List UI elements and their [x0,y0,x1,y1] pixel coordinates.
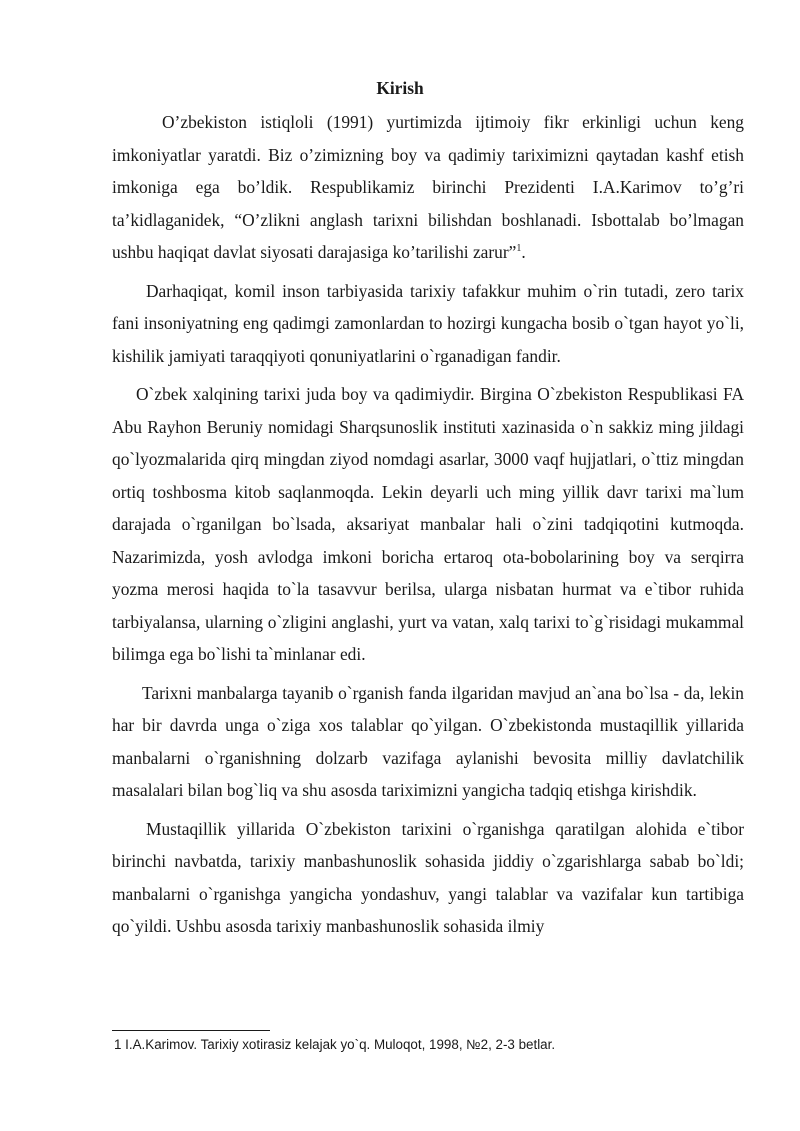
paragraph-1-text: O’zbekiston istiqloli (1991) yurtimizda ijtimoiy fikr erkinligi uchun keng imkoniyatlar yaratdi. Biz o’zimizning boy va qadimiy tariximizni qaytadan kashf etish imkoniga ega bo’ldik. Respublikamiz birinchi Prezidenti I.A.Karimov to’g’ri ta’kidlaganidek, “O’zlikni anglash tarixni bilishdan boshlanadi. Isbottalab bo’lmagan ushbu haqiqat davlat siyosati darajasiga ko’tarilishi zarur” [112,112,744,262]
footnote-divider [112,1030,270,1031]
document-body [112,106,744,943]
paragraph-2: Darhaqiqat, komil inson tarbiyasida tarixiy tafakkur muhim o`rin tutadi, zero tarix fani insoniyatning eng qadimgi zamonlardan to hozirgi kungacha bosib o`tgan hayot yo`li, kishilik jamiyati taraqqiyoti qonuniyatlarini o`rganadigan fandir. [112,280,744,366]
paragraph-4: Tarixni manbalarga tayanib o`rganish fanda ilgaridan mavjud an`ana bo`lsa - da, lekin har bir davrda unga o`ziga xos talablar qo`yilgan. O`zbekistonda mustaqillik yillarida manbalarni o`rganishning dolzarb vazifaga aylanishi bevosita milliy davlatchilik masalalari bilan bog`liq va shu asosda tariximizni yangicha tadqiq etishga kirishdik. [112,682,744,800]
footnote-reference[interactable]: 1 [516,243,522,255]
paragraph-1 [112,106,744,269]
footnote: 1 I.A.Karimov. Tarixiy xotirasiz kelajak yo`q. Muloqot, 1998, №2, 2-3 betlar. [114,1037,556,1052]
paragraph-3: O`zbek xalqining tarixi juda boy va qadimiydir. Birgina O`zbekiston Respublikasi FA Abu Rayhon Beruniy nomidagi Sharqsunoslik instituti xazinasida o`n sakkiz ming jildagi qo`lyozmalarida qirq mingdan ziyod nomdagi asarlar, 3000 vaqf hujjatlari, o`ttiz mingdan ortiq toshbosma kitob saqlanmoqda. Lekin deyarli uch ming yillik davr tarixi ma`lum darajada o`rganilgan bo`lsada, aksariyat manbalar hali o`zini tadqiqotini kutmoqda. Nazarimizda, yosh avlodga imkoni boricha ertaroq ota-bobolarining boy va serqirra yozma merosi haqida to`la tasavvur berilsa, ularga nisbatan hurmat va e`tibor ruhida tarbiyalansa, ularning o`zligini anglashi, yurt va vatan, xalq tarixi to`g`risidagi mukammal bilimga ega bo`lishi ta`minlanar edi. [112,384,744,664]
page-title: Kirish [376,78,424,98]
paragraph-1-end: . [521,242,526,262]
paragraph-5: Mustaqillik yillarida O`zbekiston tarixini o`rganishga qaratilgan alohida e`tibor birinchi navbatda, tarixiy manbashunoslik sohasida jiddiy o`zgarishlarga sabab bo`ldi; manbalarni o`rganishga yangicha yondashuv, yangi talablar va vazifalar kun tartibiga qo`yildi. Ushbu asosda tarixiy manbashunoslik sohasida ilmiy [112,818,744,936]
